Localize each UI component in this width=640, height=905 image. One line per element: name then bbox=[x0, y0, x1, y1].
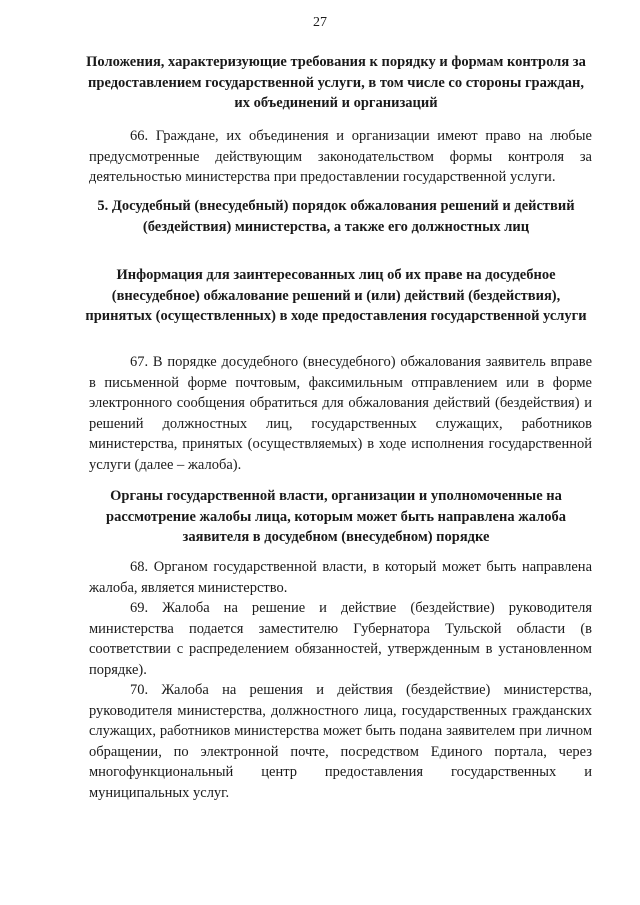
paragraph-67: 67. В порядке досудебного (внесудебного) обжалования заявитель вправе в письменной форме почтовым, факсимильным отправлением или в форме электронного сообщения обратиться для обжалования действий (бездействия) и решений должностных лиц, государственных служащих, работников министерства, принятых (осуществляемых) в ходе исполнения государственной услуги (далее – жалоба). bbox=[89, 354, 592, 473]
section-heading-5: 5. Досудебный (внесудебный) порядок обжалования решений и действий (бездействия) министерства, а также его должностных лиц bbox=[97, 198, 575, 235]
paragraph-66: 66. Граждане, их объединения и организации имеют право на любые предусмотренные действующим законодательством формы контроля за деятельностью министерства при предоставлении государственной услуги. bbox=[89, 128, 592, 185]
section-heading-authorities: Органы государственной власти, организации и уполномоченные на рассмотрение жалобы лица, которым может быть направлена жалоба заявителя в досудебном (внесудебном) порядке bbox=[106, 488, 566, 545]
section-heading-info: Информация для заинтересованных лиц об их праве на досудебное (внесудебное) обжалование решений и (или) действий (бездействия), принятых (осуществленных) в ходе предоставления государственной услуги bbox=[85, 267, 587, 324]
page-number: 27 bbox=[313, 15, 327, 30]
paragraph-70: 70. Жалоба на решения и действия (бездействие) министерства, руководителя министерства, должностного лица, государственных гражданских служащих, работников министерства может быть подана заявителем при личном обращении, по электронной почте, посредством Единого портала, через многофункциональный центр предоставления государственных и муниципальных услуг. bbox=[89, 682, 592, 801]
paragraph-68: 68. Органом государственной власти, в который может быть направлена жалоба, является министерство. bbox=[89, 559, 592, 596]
paragraph-69: 69. Жалоба на решение и действие (бездействие) руководителя министерства подается заместителю Губернатора Тульской области (в соответствии с распределением обязанностей, утвержденным в установленном порядке). bbox=[89, 600, 592, 678]
section-heading-control: Положения, характеризующие требования к порядку и формам контроля за предоставлением государственной услуги, в том числе со стороны граждан, их объединений и организаций bbox=[86, 54, 586, 111]
